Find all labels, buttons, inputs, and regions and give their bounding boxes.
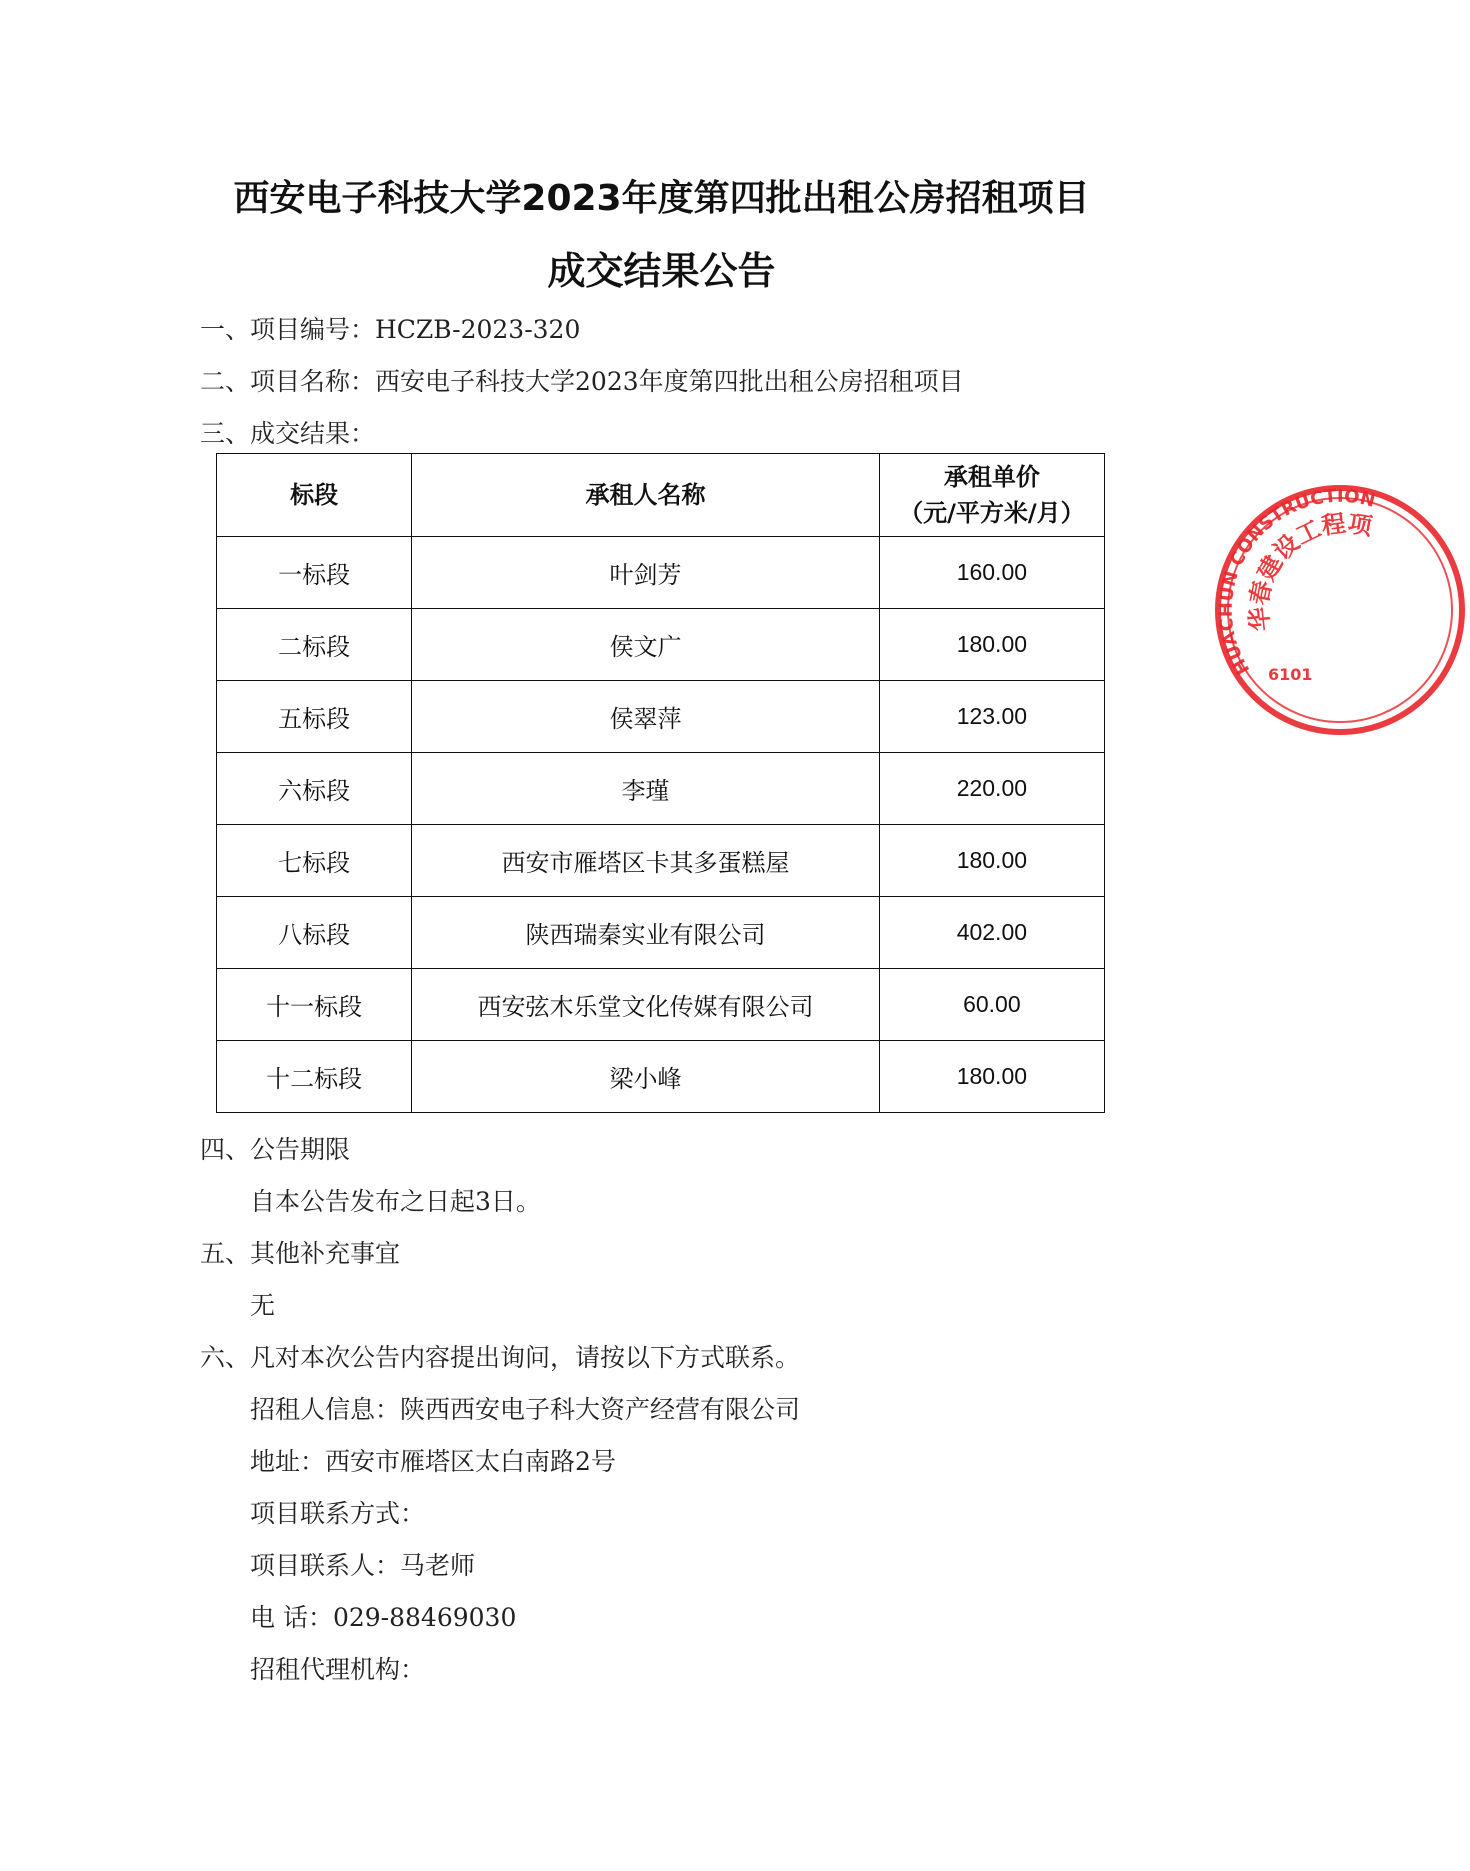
tenant-cell: 侯文广 <box>412 609 880 681</box>
header-price <box>879 454 1104 537</box>
seal-chinese-path: 华春建设工程项 <box>1244 509 1375 633</box>
table-row <box>217 537 1105 609</box>
header-section: 标段 <box>217 454 412 537</box>
tenant-cell: 陕西瑞秦实业有限公司 <box>412 897 880 969</box>
project-number: 一、项目编号：HCZB-2023-320 <box>200 315 581 344</box>
tenant-cell: 西安市雁塔区卡其多蛋糕屋 <box>412 825 880 897</box>
price-cell: 160.00 <box>879 537 1104 609</box>
agency: 招租代理机构： <box>250 1655 426 1684</box>
price-cell: 60.00 <box>879 969 1104 1041</box>
table-row <box>217 753 1105 825</box>
seal-english-path: HUACHUN CONSTRUCTION <box>1215 485 1378 679</box>
section-cell: 十二标段 <box>217 1041 412 1113</box>
table-row <box>217 897 1105 969</box>
tenant-cell: 叶剑芳 <box>412 537 880 609</box>
phone: 电 话：029-88469030 <box>250 1603 517 1632</box>
contact-person: 项目联系人：马老师 <box>250 1551 476 1580</box>
price-cell: 220.00 <box>879 753 1104 825</box>
project-name: 二、项目名称：西安电子科技大学2023年度第四批出租公房招租项目 <box>200 367 964 396</box>
result-heading: 三、成交结果： <box>200 419 376 448</box>
lessor-info: 招租人信息：陕西西安电子科大资产经营有限公司 <box>250 1395 801 1424</box>
header-price-unit: （元/平方米/月） <box>899 499 1085 527</box>
tenant-cell: 侯翠萍 <box>412 681 880 753</box>
result-table <box>216 453 1105 1113</box>
table-row <box>217 969 1105 1041</box>
section-cell: 五标段 <box>217 681 412 753</box>
tenant-cell: 西安弦木乐堂文化传媒有限公司 <box>412 969 880 1041</box>
section-cell: 十一标段 <box>217 969 412 1041</box>
other-text: 无 <box>250 1291 276 1320</box>
section-cell: 一标段 <box>217 537 412 609</box>
price-cell: 180.00 <box>879 609 1104 681</box>
section-cell: 八标段 <box>217 897 412 969</box>
section-cell: 六标段 <box>217 753 412 825</box>
section-cell: 七标段 <box>217 825 412 897</box>
table-row <box>217 609 1105 681</box>
period-heading: 四、公告期限 <box>200 1135 351 1164</box>
section-cell: 二标段 <box>217 609 412 681</box>
contact-heading: 六、凡对本次公告内容提出询问，请按以下方式联系。 <box>200 1343 801 1372</box>
table-row <box>217 825 1105 897</box>
header-price-label: 承租单价 <box>943 463 1040 491</box>
table-header-row <box>217 454 1105 537</box>
table-row <box>217 681 1105 753</box>
other-heading: 五、其他补充事宜 <box>200 1239 401 1268</box>
company-seal <box>1210 480 1470 740</box>
price-cell: 180.00 <box>879 825 1104 897</box>
project-contact: 项目联系方式： <box>250 1499 426 1528</box>
title-line-1: 西安电子科技大学2023年度第四批出租公房招租项目 <box>233 178 1090 219</box>
address: 地址：西安市雁塔区太白南路2号 <box>250 1447 616 1476</box>
price-cell: 180.00 <box>879 1041 1104 1113</box>
table-row <box>217 1041 1105 1113</box>
title-line-2: 成交结果公告 <box>547 249 776 293</box>
price-cell: 123.00 <box>879 681 1104 753</box>
price-cell: 402.00 <box>879 897 1104 969</box>
header-tenant: 承租人名称 <box>412 454 880 537</box>
tenant-cell: 李瑾 <box>412 753 880 825</box>
period-text: 自本公告发布之日起3日。 <box>250 1187 541 1216</box>
tenant-cell: 梁小峰 <box>412 1041 880 1113</box>
seal-code: 6101 <box>1268 665 1313 684</box>
